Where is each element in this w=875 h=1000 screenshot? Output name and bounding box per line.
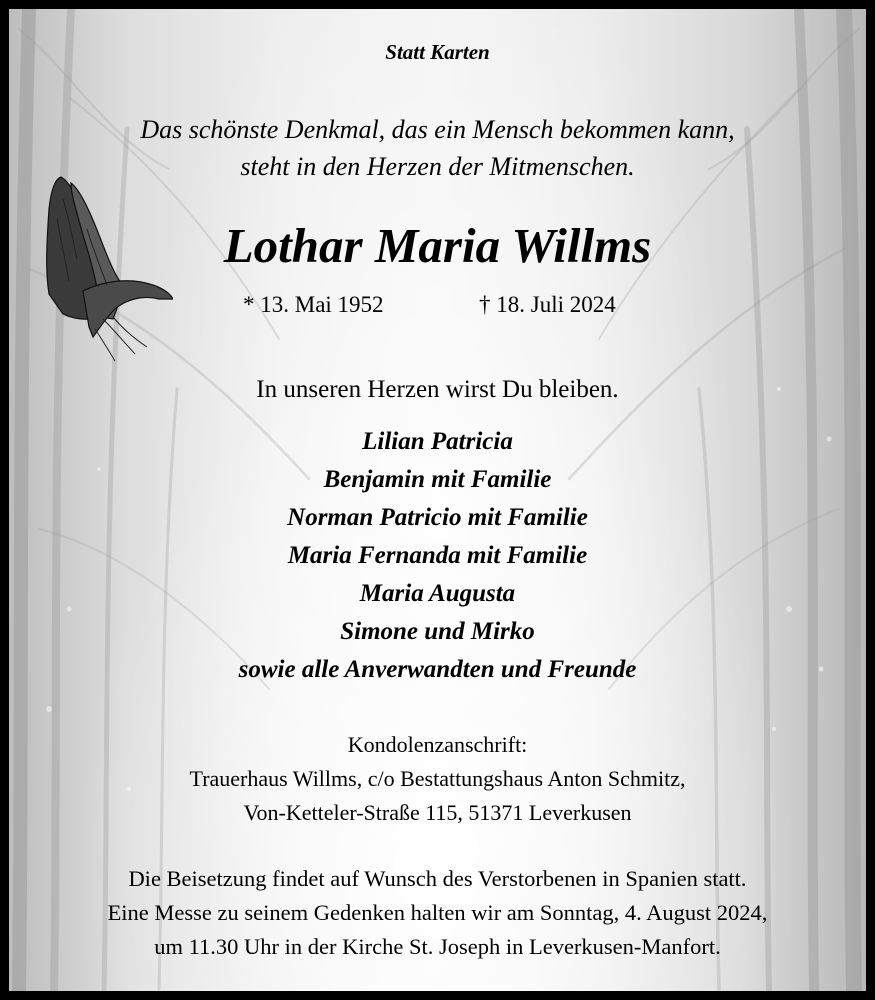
mourner-5: Maria Augusta (359, 580, 516, 607)
condolence-heading: Kondolenzanschrift: (347, 732, 528, 757)
deceased-name: Lothar Maria Willms (223, 218, 652, 273)
birth-date: * 13. Mai 1952 (243, 292, 384, 317)
condolence-address-line-1: Trauerhaus Willms, c/o Bestattungshaus Anton Schmitz, (189, 766, 686, 791)
funeral-notice-line-1: Die Beisetzung findet auf Wunsch des Verstorbenen in Spanien statt. (128, 866, 747, 891)
funeral-notice-line-3: um 11.30 Uhr in der Kirche St. Joseph in Leverkusen-Manfort. (154, 934, 721, 959)
mourner-2: Benjamin mit Familie (323, 466, 552, 493)
condolence-address-line-2: Von-Ketteler-Straße 115, 51371 Leverkusen (243, 800, 632, 825)
funeral-notice-line-2: Eine Messe zu seinem Gedenken halten wir am Sonntag, 4. August 2024, (107, 900, 768, 925)
mourner-6: Simone und Mirko (340, 618, 535, 645)
quote-line-1: Das schönste Denkmal, das ein Mensch bekommen kann, (140, 115, 735, 144)
death-date: † 18. Juli 2024 (479, 292, 616, 317)
notice-content (9, 9, 866, 991)
quote-line-2: steht in den Herzen der Mitmenschen. (240, 152, 635, 181)
mourner-4: Maria Fernanda mit Familie (287, 542, 588, 569)
mourner-3: Norman Patricio mit Familie (287, 504, 588, 531)
header-text: Statt Karten (385, 40, 490, 64)
mourner-7: sowie alle Anverwandten und Freunde (238, 656, 637, 683)
mourning-line: In unseren Herzen wirst Du bleiben. (256, 376, 619, 403)
mourner-1: Lilian Patricia (362, 428, 513, 455)
